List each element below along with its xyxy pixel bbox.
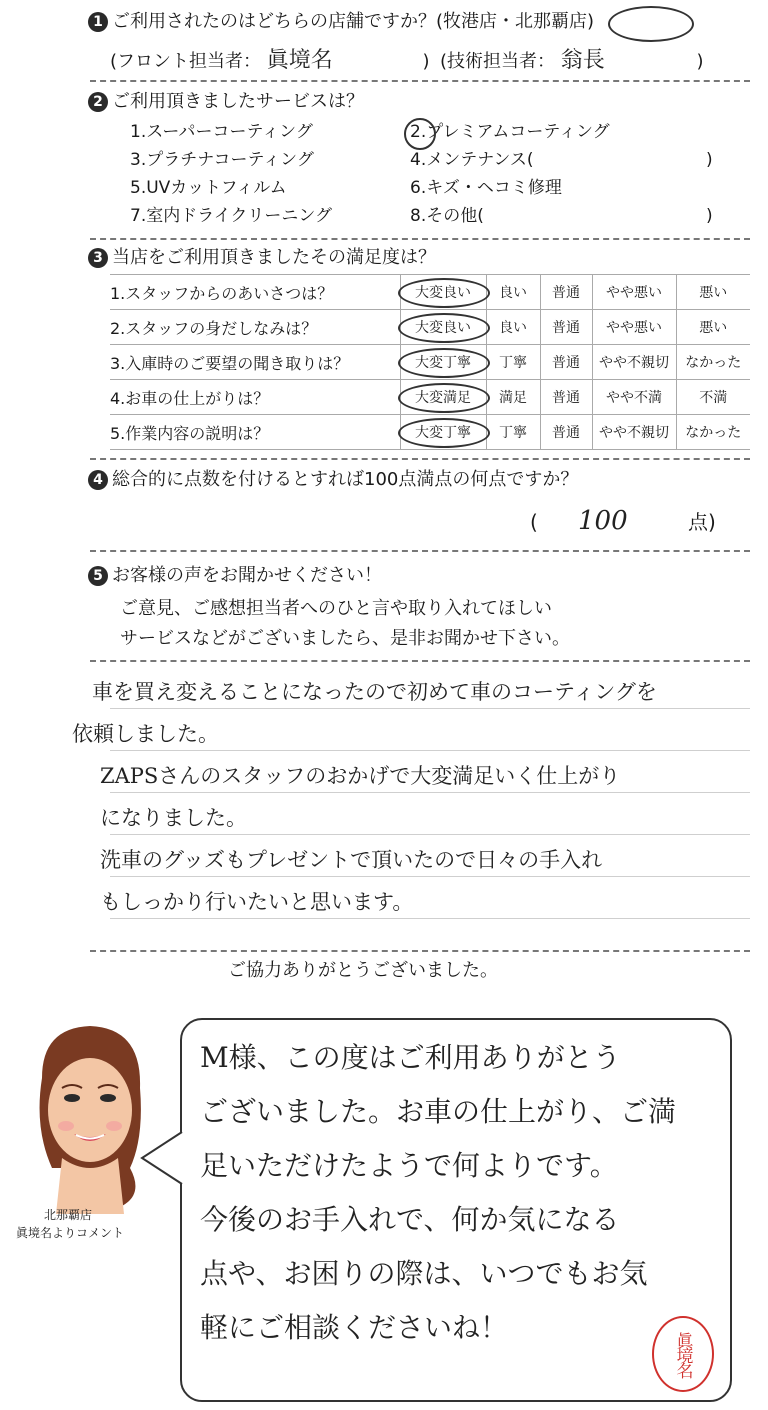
rule-line: [110, 750, 750, 751]
tech-line: [440, 50, 704, 72]
option-cell: 良い: [486, 310, 540, 345]
option-cell: 普通: [540, 310, 592, 345]
divider: [90, 80, 750, 82]
q5-instruction: ご意見、ご感想担当者へのひと言や取り入れてほしい: [120, 598, 552, 619]
number-4-icon: 4: [88, 470, 108, 490]
q2-label: ご利用頂きましたサービスは？: [112, 91, 364, 112]
option-cell: 普通: [540, 345, 592, 380]
bubble-tail: [140, 1130, 184, 1186]
staff-comment-line: 足いただけたようで何よりです。: [200, 1149, 618, 1182]
front-staff-name: 眞境名: [266, 48, 333, 73]
staff-comment-line: ございました。お車の仕上がり、ご満: [200, 1095, 677, 1128]
divider: [90, 238, 750, 240]
option-cell: 丁寧: [486, 345, 540, 380]
divider: [90, 950, 750, 952]
selection-circle: [398, 313, 490, 343]
option-cell-selected: 大変良い: [400, 310, 486, 345]
option-cell-selected: 大変良い: [400, 275, 486, 310]
service-item: 8.その他(: [410, 206, 484, 226]
option-cell: やや不親切: [592, 415, 676, 450]
customer-comment-line: ZAPSさんのスタッフのおかげで大変満足いく仕上がり: [100, 764, 621, 788]
option-cell: 普通: [540, 380, 592, 415]
rule-line: [110, 792, 750, 793]
option-cell: やや不親切: [592, 345, 676, 380]
option-cell: なかった: [676, 415, 750, 450]
q1-line: [88, 12, 594, 32]
option-cell: 悪い: [676, 275, 750, 310]
stamp-text: 眞境名: [672, 1331, 693, 1377]
q5-title: [88, 566, 382, 586]
option-cell-selected: 大変満足: [400, 380, 486, 415]
staff-line: [110, 50, 430, 72]
rule-line: [110, 708, 750, 709]
selected-store-circle: [608, 6, 694, 42]
paren-close: ): [706, 206, 713, 226]
option-cell: やや悪い: [592, 310, 676, 345]
rule-line: [110, 834, 750, 835]
option-cell: 丁寧: [486, 415, 540, 450]
separator: ・: [497, 11, 516, 32]
number-3-icon: 3: [88, 248, 108, 268]
question-cell: 2.スタッフの身だしなみは？: [110, 310, 400, 345]
staff-caption: 眞境名よりコメント: [16, 1226, 125, 1240]
selected-service-circle: [404, 118, 436, 150]
service-item: 4.メンテナンス(: [410, 150, 534, 170]
option-cell-selected: 大変丁寧: [400, 345, 486, 380]
option-cell: 満足: [486, 380, 540, 415]
paren-close: ): [696, 51, 704, 72]
paren-open: (: [530, 510, 538, 534]
number-5-icon: 5: [88, 566, 108, 586]
selection-circle: [398, 278, 490, 308]
option-cell: 良い: [486, 275, 540, 310]
paren-close: ): [587, 11, 595, 32]
service-item: 7.室内ドライクリーニング: [130, 206, 333, 226]
divider: [90, 458, 750, 460]
thanks-message: ご協力ありがとうございました。: [228, 960, 498, 981]
option-cell: 悪い: [676, 310, 750, 345]
option-cell: やや不満: [592, 380, 676, 415]
staff-comment-line: 点や、お困りの際は、いつでもお気: [200, 1257, 648, 1290]
paren-close: ): [422, 51, 430, 72]
service-item: 3.プラチナコーティング: [130, 150, 314, 170]
option-cell: なかった: [676, 345, 750, 380]
option-cell: 不満: [676, 380, 750, 415]
option-cell: 普通: [540, 275, 592, 310]
question-cell: 1.スタッフからのあいさつは？: [110, 275, 400, 310]
service-item: 6.キズ・ヘコミ修理: [410, 178, 562, 198]
front-staff-label: (フロント担当者：: [110, 51, 262, 72]
divider: [90, 550, 750, 552]
q5-instruction: サービスなどがございましたら、是非お聞かせ下さい。: [120, 628, 570, 649]
number-2-icon: 2: [88, 92, 108, 112]
staff-comment-line: 軽にご相談くださいね！: [200, 1311, 509, 1344]
question-cell: 4.お車の仕上がりは？: [110, 380, 400, 415]
rule-line: [110, 918, 750, 919]
rule-line: [110, 876, 750, 877]
number-1-icon: 1: [88, 12, 108, 32]
customer-comment-line: になりました。: [100, 806, 247, 830]
staff-store: 北那覇店: [44, 1208, 93, 1222]
question-cell: 5.作業内容の説明は？: [110, 415, 400, 450]
q3-label: 当店をご利用頂きましたその満足度は？: [112, 247, 436, 268]
option-cell-selected: 大変丁寧: [400, 415, 486, 450]
customer-comment-line: 洗車のグッズもプレゼントで頂いたので日々の手入れ: [100, 848, 603, 872]
selection-circle: [398, 418, 490, 448]
selection-circle: [398, 383, 490, 413]
customer-comment-line: 車を買え変えることになったので初めて車のコーティングを: [92, 680, 657, 704]
q5-label: お客様の声をお聞かせください！: [112, 565, 382, 586]
option-cell: やや悪い: [592, 275, 676, 310]
q3-title: [88, 248, 436, 268]
question-cell: 3.入庫時のご要望の聞き取りは？: [110, 345, 400, 380]
q1-label: ご利用されたのはどちらの店舗ですか？(: [112, 11, 444, 32]
service-item-selected: 2.プレミアムコーティング: [410, 122, 610, 142]
name-stamp: [652, 1316, 714, 1392]
paren-close: ): [706, 150, 713, 170]
option-cell: 普通: [540, 415, 592, 450]
score-unit: 点): [688, 510, 716, 534]
staff-comment-line: 今後のお手入れで、何か気になる: [200, 1203, 620, 1236]
divider: [90, 660, 750, 662]
store-kitanaha: 北那覇店: [515, 11, 588, 32]
tech-staff-label: (技術担当者：: [440, 51, 556, 72]
score-value: 100: [578, 506, 628, 536]
customer-comment-line: もしっかり行いたいと思います。: [100, 890, 414, 914]
q2-title: [88, 92, 364, 112]
service-item: 5.UVカットフィルム: [130, 178, 287, 198]
selection-circle: [398, 348, 490, 378]
q4-label: 総合的に点数を付けるとすれば100点満点の何点ですか？: [112, 469, 579, 490]
q4-title: [88, 470, 578, 490]
tech-staff-name: 翁長: [560, 48, 605, 73]
staff-comment-line: M様、この度はご利用ありがとう: [200, 1041, 621, 1074]
service-item: 1.スーパーコーティング: [130, 122, 313, 142]
store-makiminato: 牧港店: [443, 11, 498, 32]
customer-comment-line: 依頼しました。: [72, 722, 219, 746]
